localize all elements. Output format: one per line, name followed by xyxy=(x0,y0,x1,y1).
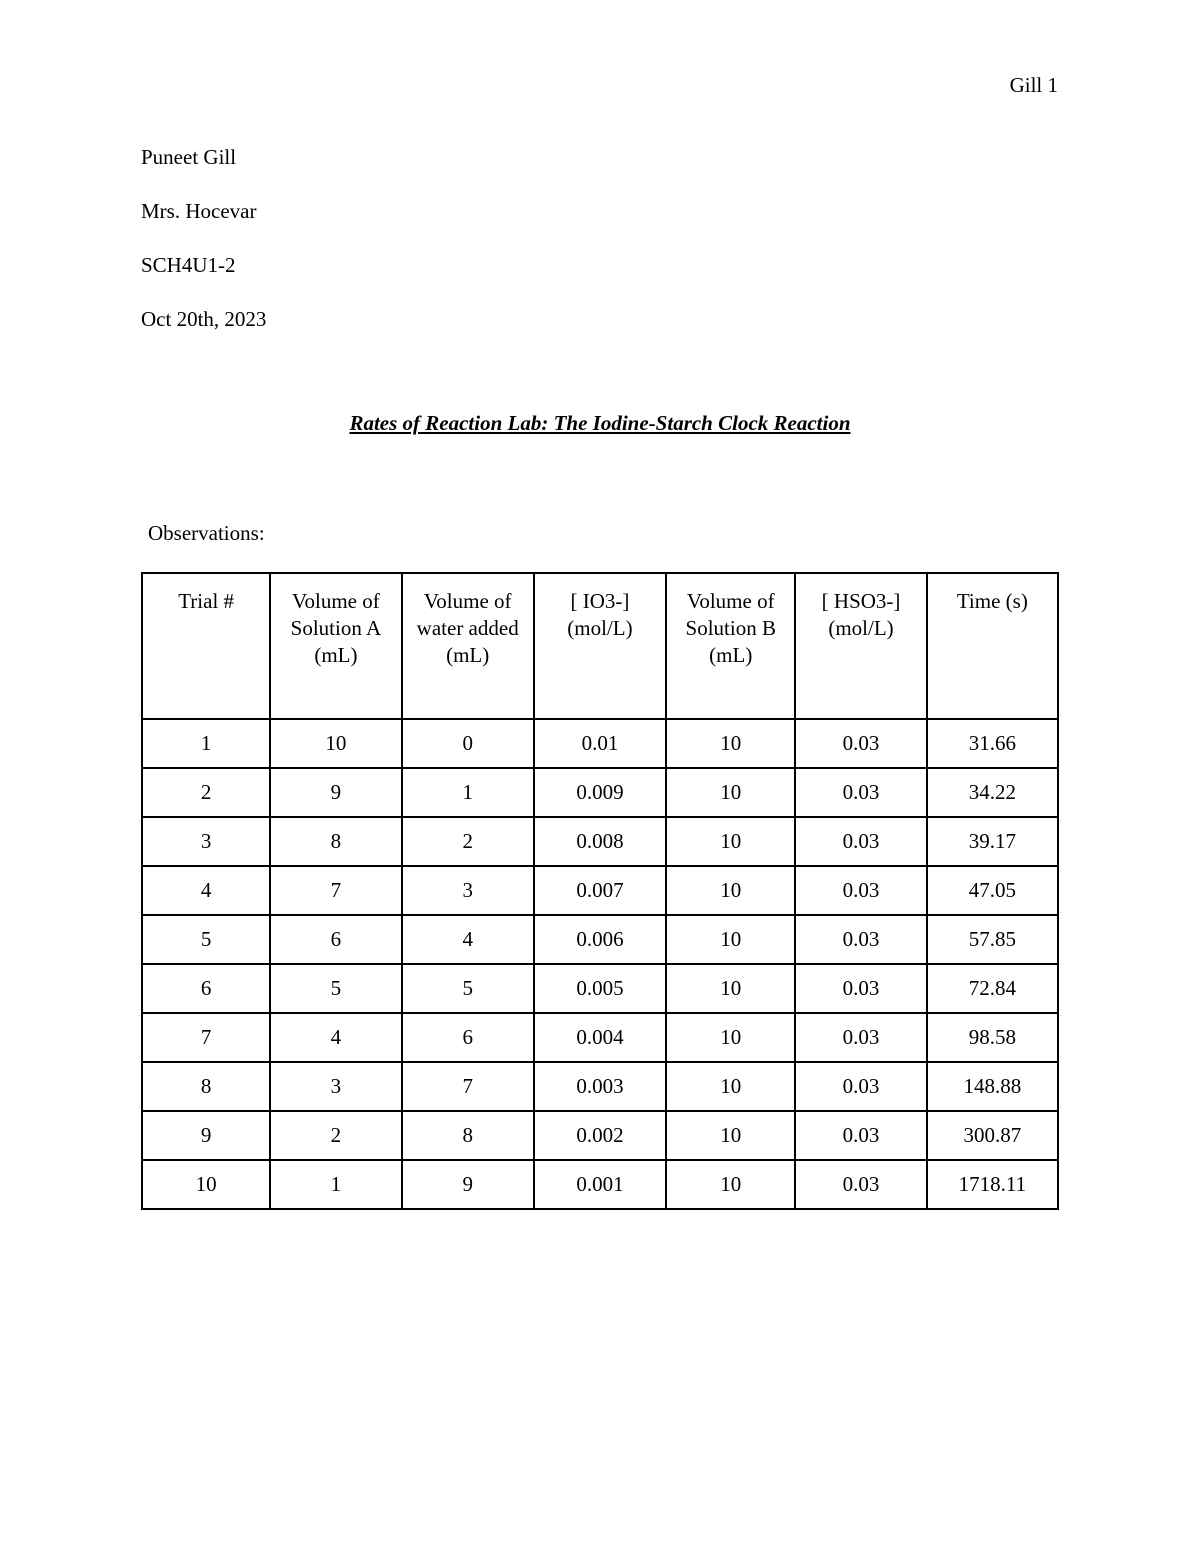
cell-volume-solution-a: 6 xyxy=(270,915,401,964)
cell-hso3-concentration: 0.03 xyxy=(795,1160,926,1209)
table-row xyxy=(142,915,1058,964)
cell-volume-solution-b: 10 xyxy=(666,866,795,915)
cell-volume-solution-b: 10 xyxy=(666,768,795,817)
document-title: Rates of Reaction Lab: The Iodine-Starch Clock Reaction xyxy=(349,411,851,435)
cell-volume-water: 5 xyxy=(402,964,534,1013)
cell-hso3-concentration: 0.03 xyxy=(795,915,926,964)
cell-hso3-concentration: 0.03 xyxy=(795,1013,926,1062)
header-block xyxy=(141,143,266,359)
cell-trial: 9 xyxy=(142,1111,270,1160)
cell-trial: 6 xyxy=(142,964,270,1013)
cell-volume-solution-a: 10 xyxy=(270,719,401,768)
cell-io3-concentration: 0.004 xyxy=(534,1013,666,1062)
header-volume-solution-b: Volume of Solution B (mL) xyxy=(666,573,795,719)
cell-time: 34.22 xyxy=(927,768,1058,817)
cell-time: 39.17 xyxy=(927,817,1058,866)
cell-volume-water: 6 xyxy=(402,1013,534,1062)
cell-volume-water: 8 xyxy=(402,1111,534,1160)
cell-volume-solution-b: 10 xyxy=(666,817,795,866)
cell-hso3-concentration: 0.03 xyxy=(795,768,926,817)
cell-volume-solution-a: 8 xyxy=(270,817,401,866)
cell-io3-concentration: 0.01 xyxy=(534,719,666,768)
table-row xyxy=(142,1111,1058,1160)
cell-trial: 4 xyxy=(142,866,270,915)
cell-trial: 5 xyxy=(142,915,270,964)
cell-volume-solution-b: 10 xyxy=(666,915,795,964)
cell-trial: 8 xyxy=(142,1062,270,1111)
cell-hso3-concentration: 0.03 xyxy=(795,964,926,1013)
header-hso3-concentration: [ HSO3-] (mol/L) xyxy=(795,573,926,719)
table-row xyxy=(142,1013,1058,1062)
cell-trial: 10 xyxy=(142,1160,270,1209)
cell-volume-solution-b: 10 xyxy=(666,1111,795,1160)
cell-volume-water: 0 xyxy=(402,719,534,768)
document-date: Oct 20th, 2023 xyxy=(141,307,267,331)
cell-time: 98.58 xyxy=(927,1013,1058,1062)
cell-hso3-concentration: 0.03 xyxy=(795,866,926,915)
observations-label: Observations: xyxy=(148,521,265,545)
cell-io3-concentration: 0.001 xyxy=(534,1160,666,1209)
cell-hso3-concentration: 0.03 xyxy=(795,1062,926,1111)
cell-hso3-concentration: 0.03 xyxy=(795,719,926,768)
cell-trial: 2 xyxy=(142,768,270,817)
cell-volume-solution-b: 10 xyxy=(666,964,795,1013)
cell-io3-concentration: 0.007 xyxy=(534,866,666,915)
table-row xyxy=(142,719,1058,768)
observations-table xyxy=(141,572,1059,1210)
cell-time: 148.88 xyxy=(927,1062,1058,1111)
cell-io3-concentration: 0.003 xyxy=(534,1062,666,1111)
page-number: Gill 1 xyxy=(1009,73,1058,97)
cell-io3-concentration: 0.005 xyxy=(534,964,666,1013)
cell-volume-solution-b: 10 xyxy=(666,1062,795,1111)
cell-volume-solution-a: 2 xyxy=(270,1111,401,1160)
cell-volume-water: 7 xyxy=(402,1062,534,1111)
cell-time: 1718.11 xyxy=(927,1160,1058,1209)
cell-volume-solution-a: 1 xyxy=(270,1160,401,1209)
cell-time: 300.87 xyxy=(927,1111,1058,1160)
course-code: SCH4U1-2 xyxy=(141,253,236,277)
header-volume-water: Volume of water added (mL) xyxy=(402,573,534,719)
cell-volume-solution-a: 3 xyxy=(270,1062,401,1111)
table-row xyxy=(142,768,1058,817)
cell-volume-water: 4 xyxy=(402,915,534,964)
header-time: Time (s) xyxy=(927,573,1058,719)
table-row xyxy=(142,817,1058,866)
cell-volume-solution-a: 4 xyxy=(270,1013,401,1062)
cell-volume-water: 1 xyxy=(402,768,534,817)
cell-io3-concentration: 0.006 xyxy=(534,915,666,964)
cell-trial: 3 xyxy=(142,817,270,866)
cell-volume-solution-b: 10 xyxy=(666,1160,795,1209)
cell-volume-water: 9 xyxy=(402,1160,534,1209)
cell-trial: 1 xyxy=(142,719,270,768)
cell-volume-solution-b: 10 xyxy=(666,1013,795,1062)
table-row xyxy=(142,1160,1058,1209)
cell-trial: 7 xyxy=(142,1013,270,1062)
cell-io3-concentration: 0.008 xyxy=(534,817,666,866)
table-header-row xyxy=(142,573,1058,719)
cell-volume-solution-b: 10 xyxy=(666,719,795,768)
cell-io3-concentration: 0.009 xyxy=(534,768,666,817)
cell-volume-solution-a: 7 xyxy=(270,866,401,915)
cell-hso3-concentration: 0.03 xyxy=(795,817,926,866)
cell-time: 57.85 xyxy=(927,915,1058,964)
cell-volume-solution-a: 9 xyxy=(270,768,401,817)
teacher-name: Mrs. Hocevar xyxy=(141,199,257,223)
table-row xyxy=(142,964,1058,1013)
header-trial: Trial # xyxy=(142,573,270,719)
student-name: Puneet Gill xyxy=(141,145,237,169)
cell-time: 47.05 xyxy=(927,866,1058,915)
table-row xyxy=(142,1062,1058,1111)
cell-volume-water: 2 xyxy=(402,817,534,866)
cell-hso3-concentration: 0.03 xyxy=(795,1111,926,1160)
header-io3-concentration: [ IO3-] (mol/L) xyxy=(534,573,666,719)
table-row xyxy=(142,866,1058,915)
cell-time: 72.84 xyxy=(927,964,1058,1013)
header-volume-solution-a: Volume of Solution A (mL) xyxy=(270,573,401,719)
cell-volume-water: 3 xyxy=(402,866,534,915)
cell-volume-solution-a: 5 xyxy=(270,964,401,1013)
cell-time: 31.66 xyxy=(927,719,1058,768)
table-body xyxy=(142,719,1058,1209)
cell-io3-concentration: 0.002 xyxy=(534,1111,666,1160)
